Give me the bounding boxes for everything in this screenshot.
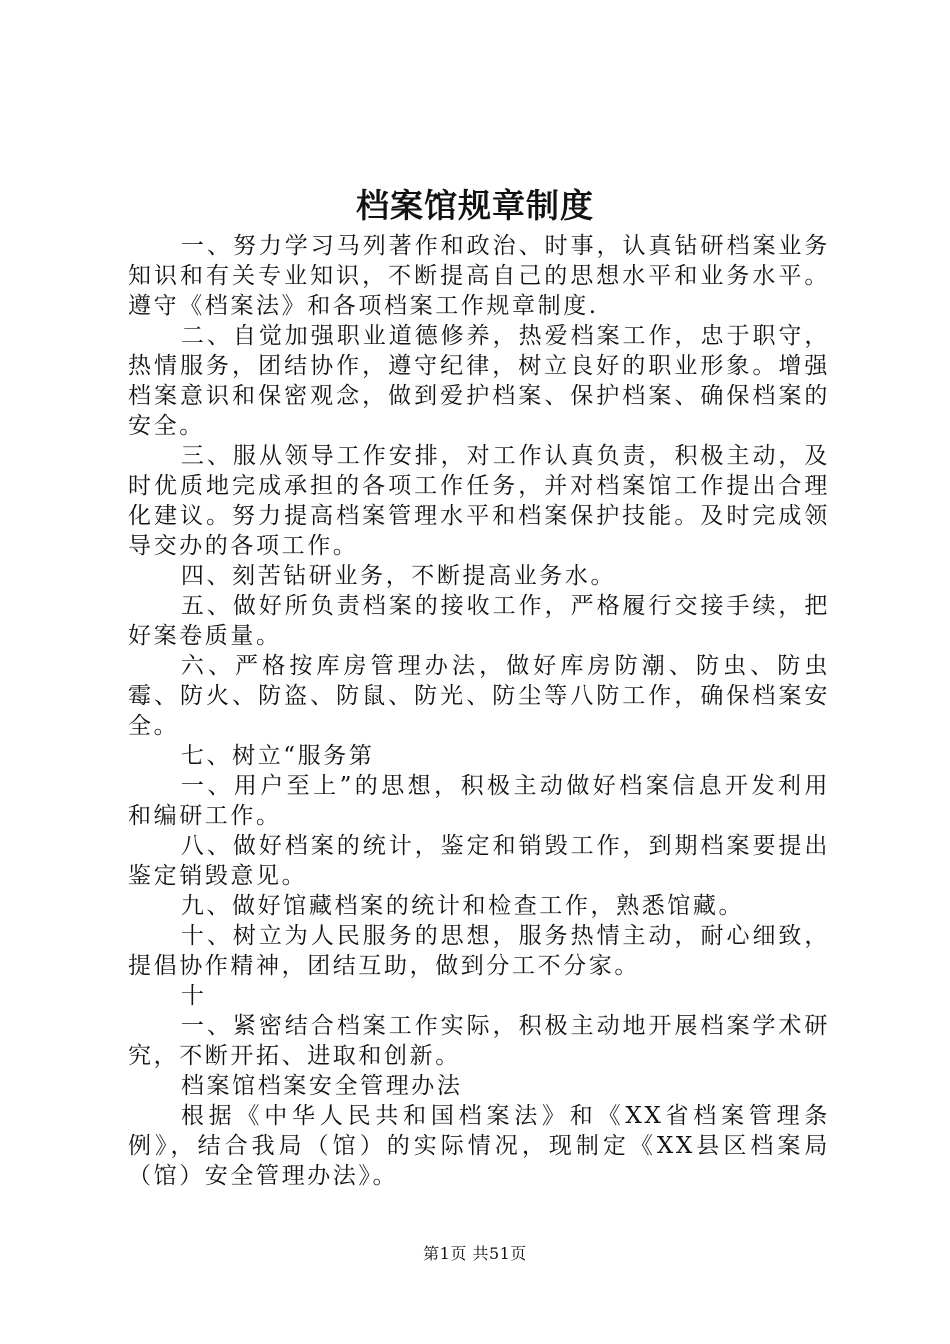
paragraph: 十 [180, 983, 207, 1009]
paragraph: 二、自觉加强职业道德修养，热爱档案工作，忠于职守，热情服务，团结协作，遵守纪律，树立良好的职业形象。增强档案意识和保密观念，做到爱护档案、保护档案、确保档案的安全。 [128, 323, 830, 439]
paragraph: 十、树立为人民服务的思想，服务热情主动，耐心细致，提倡协作精神，团结互助，做到分工不分家。 [128, 923, 830, 979]
document-title: 档案馆规章制度 [356, 186, 594, 225]
document-body [128, 231, 830, 1191]
paragraph: 三、服从领导工作安排，对工作认真负责，积极主动，及时优质地完成承担的各项工作任务，并对档案馆工作提出合理化建议。努力提高档案管理水平和档案保护技能。及时完成领导交办的各项工作。 [128, 443, 830, 559]
paragraph: 一、用户至上”的思想，积极主动做好档案信息开发利用和编研工作。 [128, 773, 830, 829]
section-heading: 档案馆档案安全管理办法 [180, 1073, 463, 1099]
paragraph: 五、做好所负责档案的接收工作，严格履行交接手续，把好案卷质量。 [128, 593, 830, 649]
paragraph: 八、做好档案的统计，鉴定和销毁工作，到期档案要提出鉴定销毁意见。 [128, 833, 830, 889]
page-footer: 第1页 共51页 [423, 1244, 527, 1263]
paragraph: 一、紧密结合档案工作实际，积极主动地开展档案学术研究，不断开拓、进取和创新。 [128, 1013, 830, 1069]
paragraph: 九、做好馆藏档案的统计和检查工作，熟悉馆藏。 [180, 893, 745, 919]
paragraph: 一、努力学习马列著作和政治、时事，认真钻研档案业务知识和有关专业知识，不断提高自己的思想水平和业务水平。遵守《档案法》和各项档案工作规章制度. [128, 233, 830, 319]
paragraph: 四、刻苦钻研业务，不断提高业务水。 [180, 563, 617, 589]
paragraph: 七、树立“服务第 [180, 743, 375, 769]
paragraph: 根据《中华人民共和国档案法》和《XX省档案管理条例》，结合我局（馆）的实际情况，现制定《XX县区档案局（馆）安全管理办法》。 [128, 1103, 830, 1189]
paragraph: 六、严格按库房管理办法，做好库房防潮、防虫、防虫霉、防火、防盗、防鼠、防光、防尘等八防工作，确保档案安全。 [128, 653, 830, 739]
